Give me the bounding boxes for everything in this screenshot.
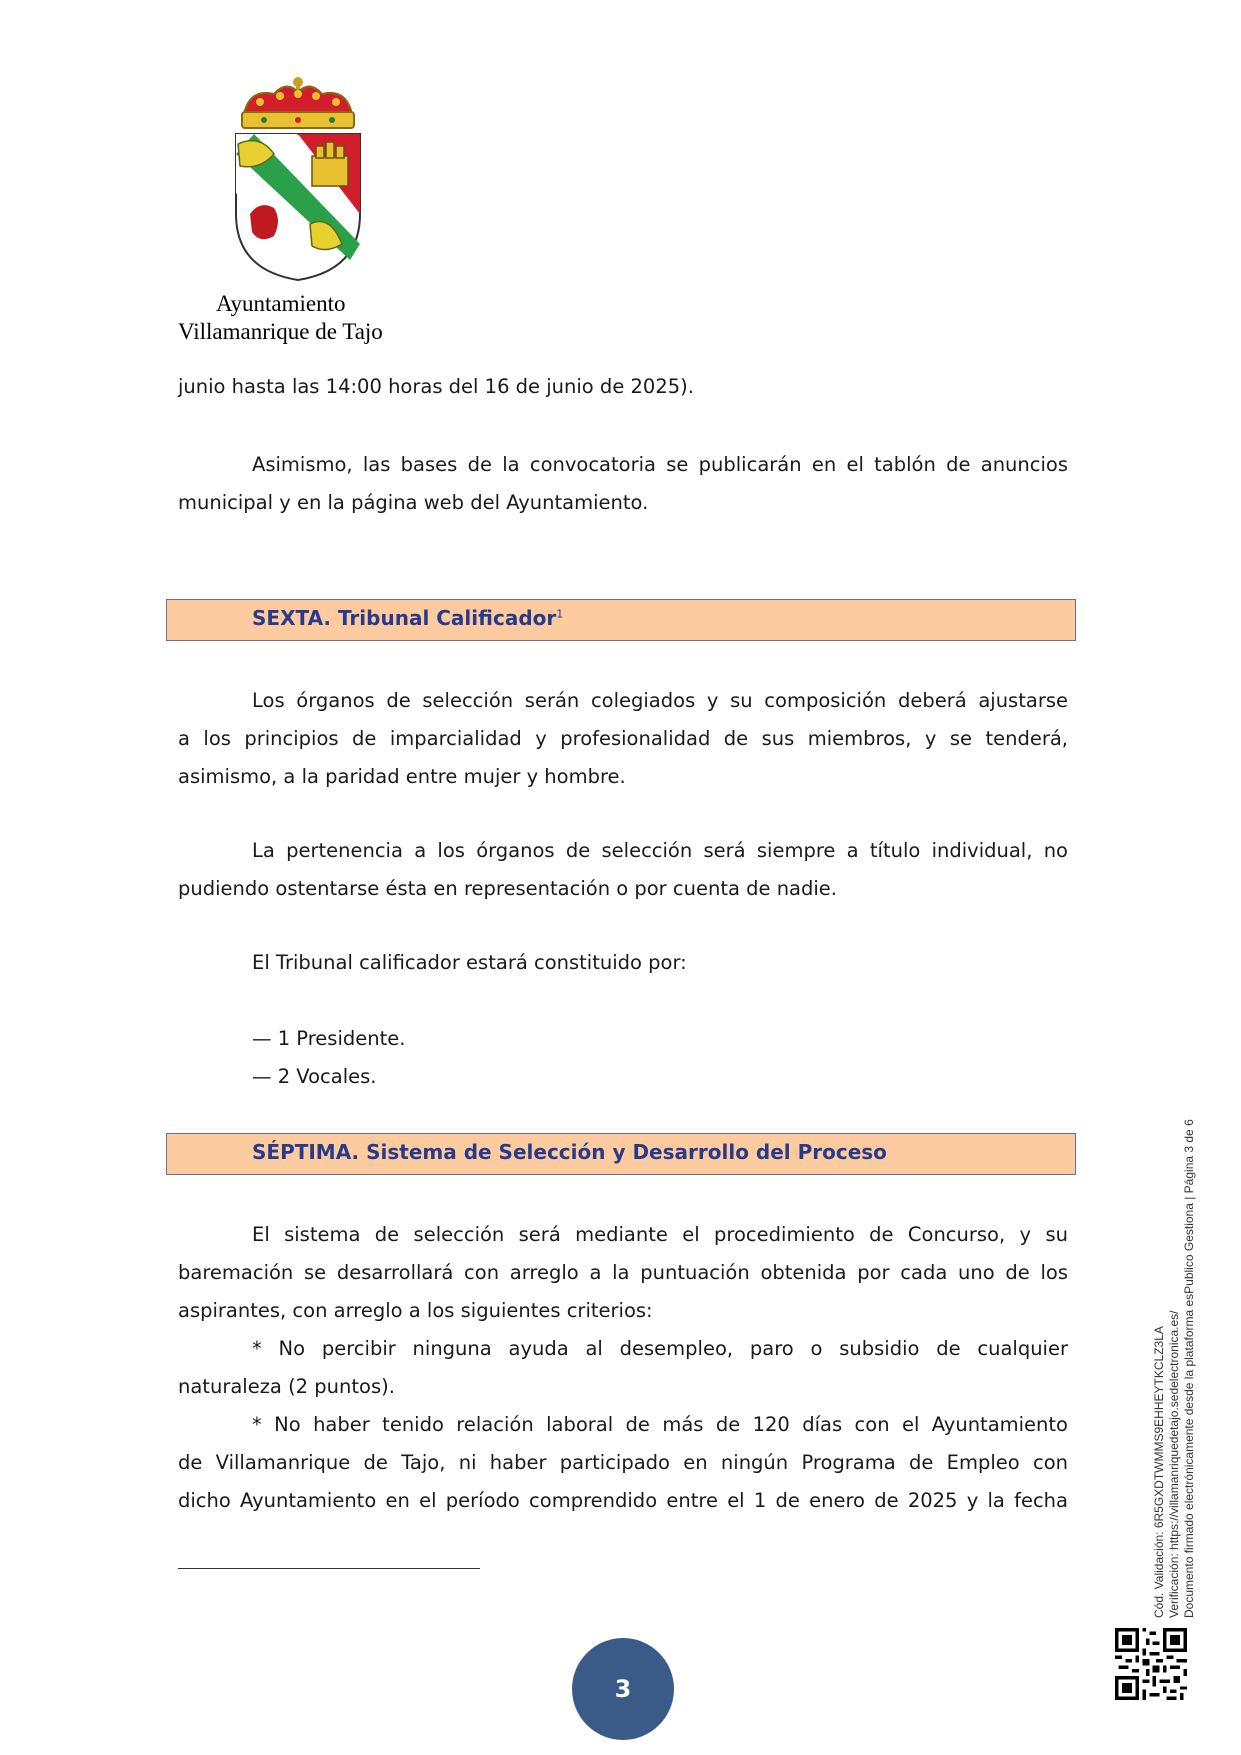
verification-url[interactable]: Verificación: https://villamanriquedetajo.sedelectronica.es/ (1167, 1310, 1181, 1618)
signature-note: Documento firmado electrónicamente desde la plataforma esPublico Gestiona | Página 3 de 6 (1182, 1119, 1196, 1618)
validation-code: Cód. Validación: 6R5GXDTWMMS9EHHEYTKCLZ3LA (1152, 1326, 1166, 1618)
paragraph-membership-line2: pudiendo ostentarse ésta en representación o por cuenta de nadie. (178, 877, 838, 900)
list-item: — 1 Presidente. (252, 1027, 406, 1050)
section-title: SÉPTIMA. Sistema de Selección y Desarrollo del Proceso (252, 1140, 887, 1164)
validation-note (1152, 1098, 1212, 1618)
paragraph-organs-line3: asimismo, a la paridad entre mujer y hombre. (178, 765, 626, 788)
qr-code-icon (1115, 1628, 1187, 1700)
paragraph-selection-line1: El sistema de selección será mediante el procedimiento de Concurso, y su (252, 1223, 1068, 1246)
paragraph-selection-line2: baremación se desarrollará con arreglo a la puntuación obtenida por cada uno de los (178, 1261, 1068, 1284)
footnote-reference: 1 (556, 607, 564, 621)
paragraph-membership-line1: La pertenencia a los órganos de selección será siempre a título individual, no (252, 839, 1068, 862)
criterion-2-line2: de Villamanrique de Tajo, ni haber participado en ningún Programa de Empleo con (178, 1451, 1068, 1474)
paragraph-publication-line2: municipal y en la página web del Ayuntamiento. (178, 491, 649, 514)
section-title: SEXTA. Tribunal Calificador$^1$ (252, 606, 564, 630)
criterion-1-line1: * No percibir ninguna ayuda al desempleo, paro o subsidio de cualquier (252, 1337, 1068, 1360)
paragraph-publication-line1: Asimismo, las bases de la convocatoria se publicarán en el tablón de anuncios (252, 453, 1068, 476)
paragraph-organs-line2: a los principios de imparcialidad y profesionalidad de sus miembros, y se tenderá, (178, 727, 1068, 750)
paragraph-selection-line3: aspirantes, con arreglo a los siguientes criterios: (178, 1299, 653, 1322)
org-name-line2: Villamanrique de Tajo (178, 319, 383, 344)
criterion-2-line1: * No haber tenido relación laboral de más de 120 días con el Ayuntamiento (252, 1413, 1068, 1436)
paragraph-continuation: junio hasta las 14:00 horas del 16 de junio de 2025). (178, 375, 694, 398)
footnote-separator (178, 1568, 480, 1569)
municipal-coat-of-arms (230, 74, 366, 284)
section-heading-septima (166, 1133, 1076, 1175)
org-name-line1: Ayuntamiento (216, 291, 346, 316)
paragraph-organs-line1: Los órganos de selección serán colegiados y su composición deberá ajustarse (252, 689, 1068, 712)
criterion-2-line3: dicho Ayuntamiento en el período comprendido entre el 1 de enero de 2025 y la fecha (178, 1489, 1068, 1512)
criterion-1-line2: naturaleza (2 puntos). (178, 1375, 395, 1398)
list-item: — 2 Vocales. (252, 1065, 377, 1088)
page-number-badge: 3 (572, 1638, 674, 1740)
paragraph-tribunal-intro: El Tribunal calificador estará constituido por: (252, 951, 687, 974)
section-heading-sexta (166, 599, 1076, 641)
